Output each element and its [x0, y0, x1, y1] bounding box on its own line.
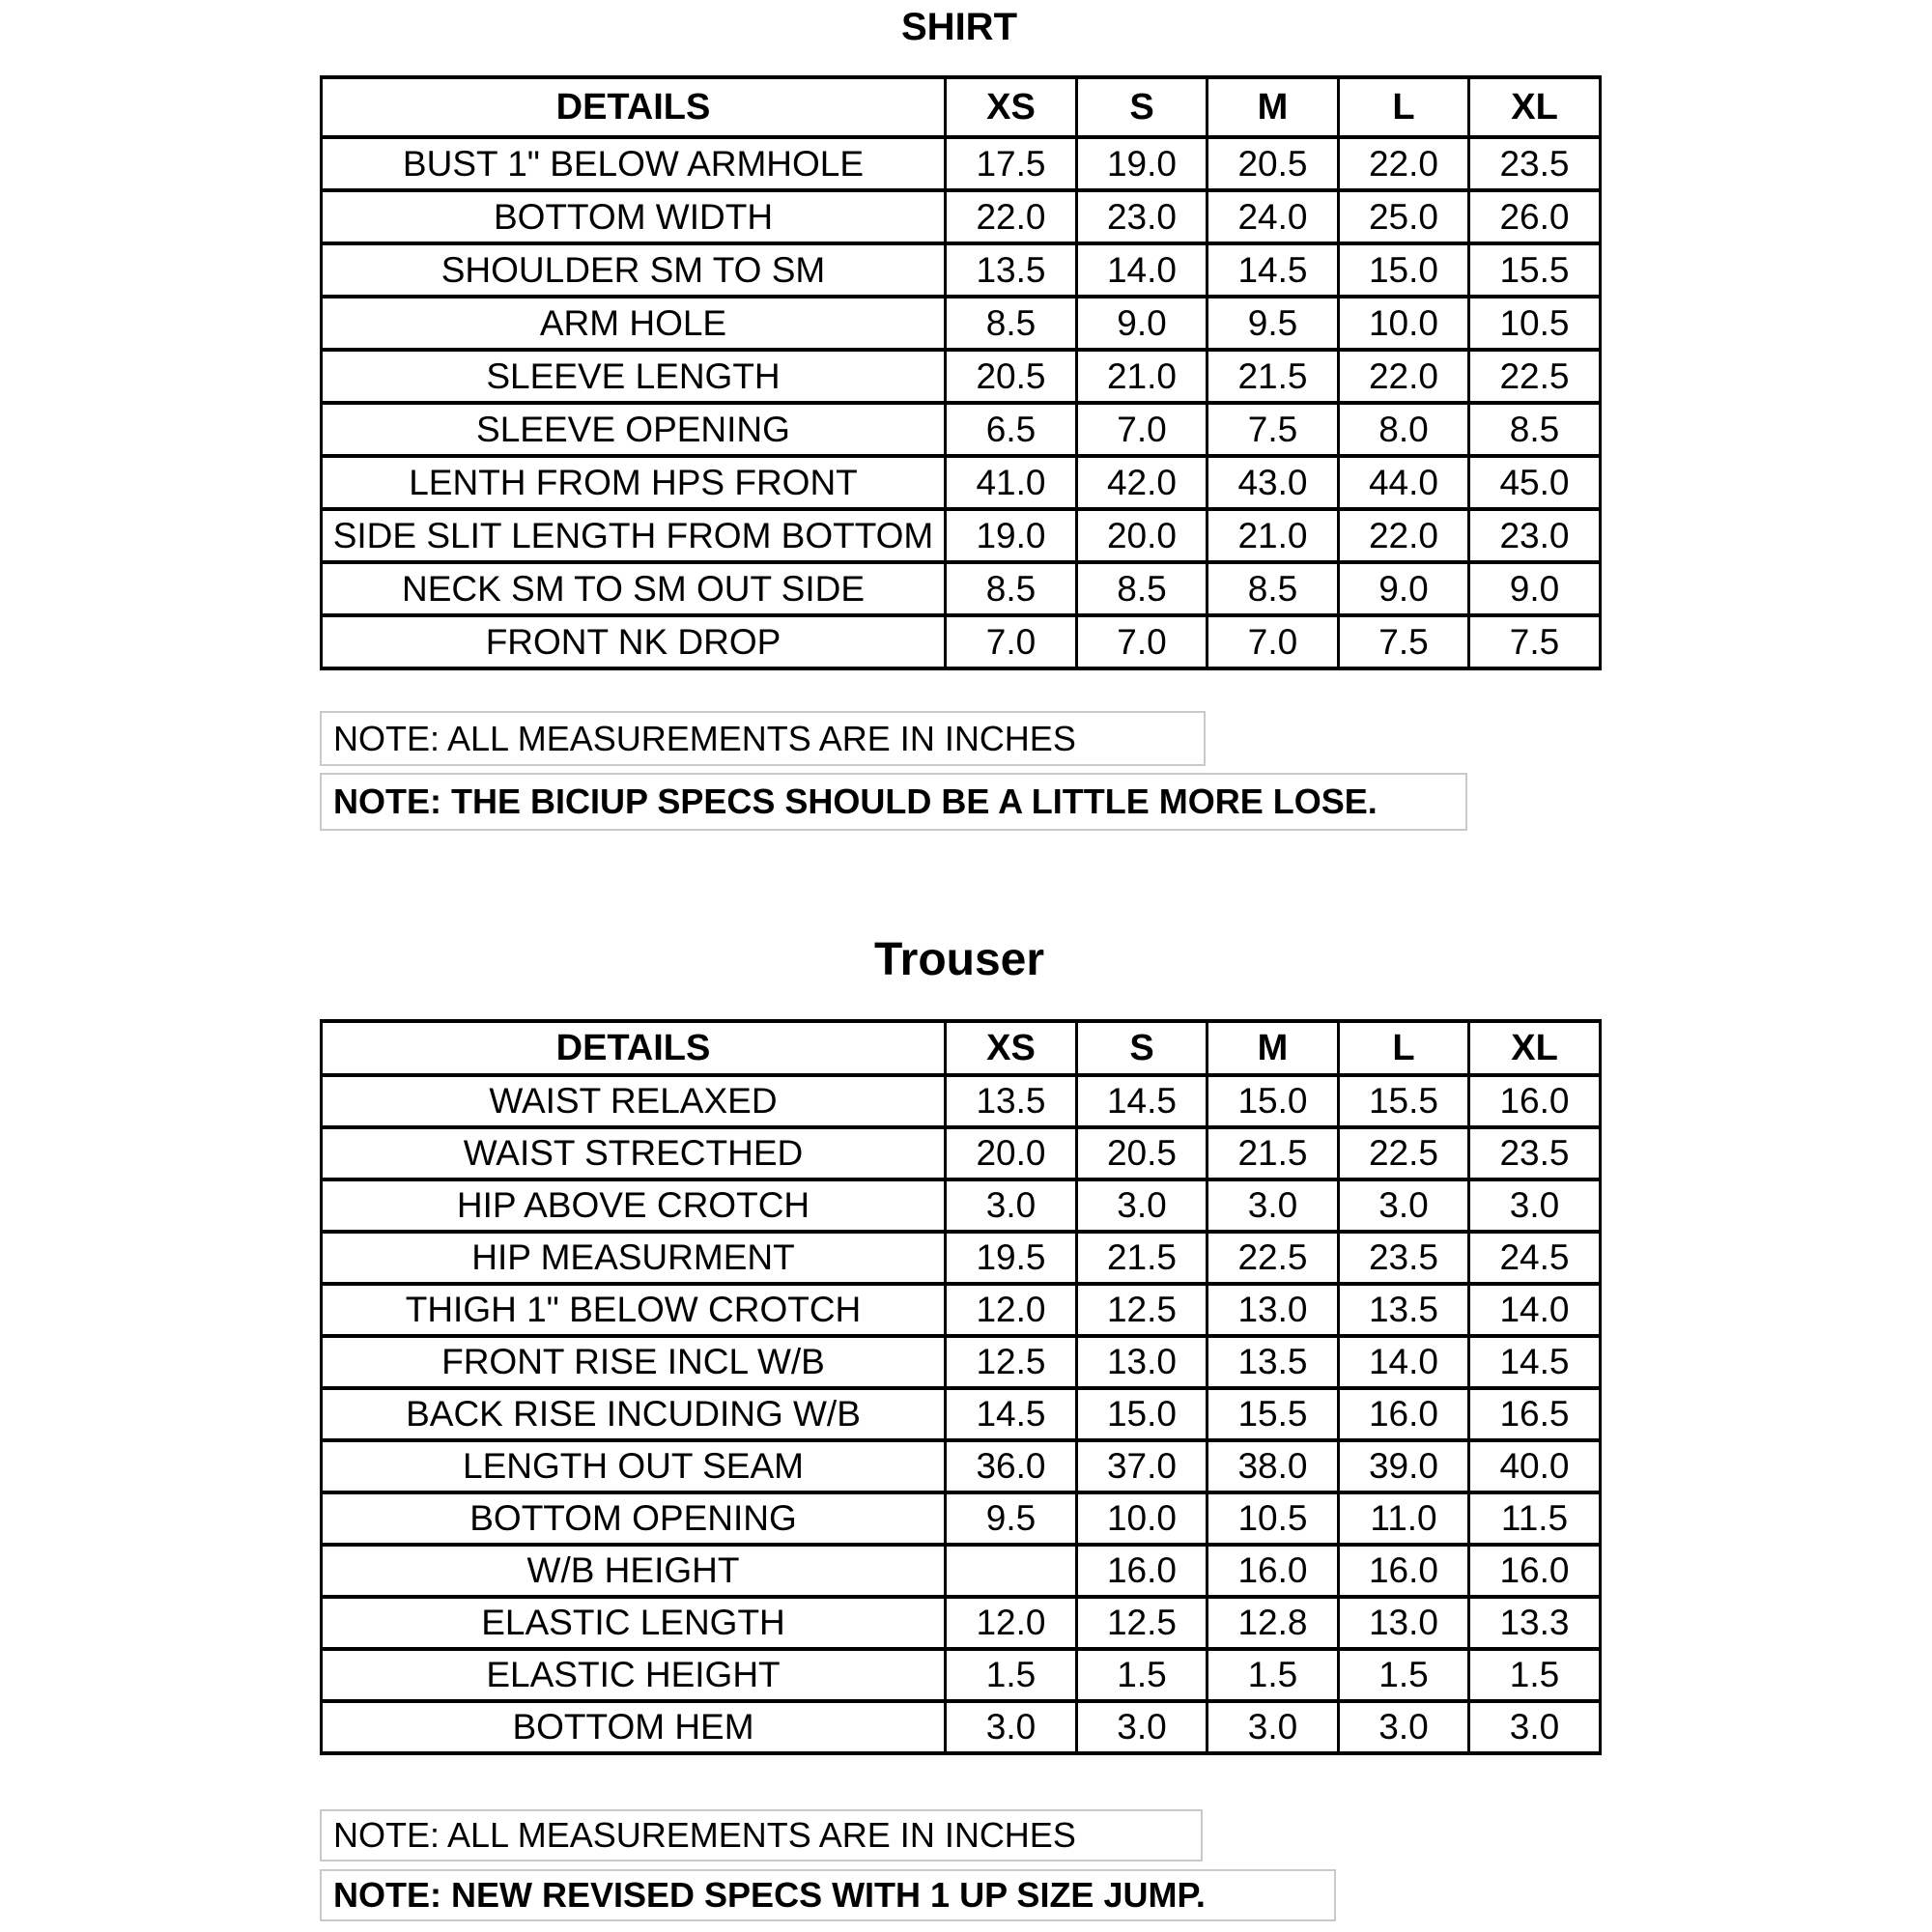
spec-value-cell: 22.0 [1339, 509, 1469, 562]
spec-value-cell: 7.5 [1208, 403, 1339, 456]
spec-value-cell: 20.0 [1077, 509, 1208, 562]
spec-value-cell: 8.5 [946, 562, 1077, 615]
spec-value-cell: 15.5 [1208, 1388, 1339, 1440]
spec-value-cell: 1.5 [1208, 1649, 1339, 1701]
spec-value-cell: 1.5 [1077, 1649, 1208, 1701]
shirt-note-fit-comment: NOTE: THE BICIUP SPECS SHOULD BE A LITTLE MORE LOSE. [320, 773, 1467, 831]
spec-value-cell: 13.0 [1077, 1336, 1208, 1388]
spec-value-cell: 3.0 [1469, 1701, 1601, 1753]
spec-label-cell: FRONT RISE INCL W/B [322, 1336, 946, 1388]
spec-row [322, 456, 1601, 509]
trouser-note-revision-comment: NOTE: NEW REVISED SPECS WITH 1 UP SIZE JUMP. [320, 1869, 1336, 1921]
spec-label-cell: WAIST RELAXED [322, 1075, 946, 1127]
spec-value-cell: 15.0 [1077, 1388, 1208, 1440]
spec-row [322, 1075, 1601, 1127]
spec-value-cell: 21.5 [1208, 1127, 1339, 1179]
trouser-header-row [322, 1021, 1601, 1075]
spec-value-cell: 9.0 [1339, 562, 1469, 615]
shirt-column-header-l: L [1339, 77, 1469, 137]
spec-value-cell: 3.0 [1077, 1701, 1208, 1753]
spec-label-cell: SHOULDER SM TO SM [322, 243, 946, 297]
spec-value-cell: 9.0 [1469, 562, 1601, 615]
spec-value-cell: 3.0 [1339, 1179, 1469, 1232]
spec-value-cell: 14.0 [1339, 1336, 1469, 1388]
spec-value-cell: 12.5 [1077, 1597, 1208, 1649]
spec-row [322, 615, 1601, 668]
spec-value-cell: 10.5 [1208, 1492, 1339, 1545]
spec-value-cell: 10.0 [1339, 297, 1469, 350]
spec-value-cell: 3.0 [1469, 1179, 1601, 1232]
spec-row [322, 137, 1601, 190]
spec-value-cell: 21.0 [1077, 350, 1208, 403]
spec-value-cell: 15.0 [1339, 243, 1469, 297]
spec-value-cell: 12.8 [1208, 1597, 1339, 1649]
spec-value-cell: 10.0 [1077, 1492, 1208, 1545]
spec-label-cell: FRONT NK DROP [322, 615, 946, 668]
spec-value-cell: 40.0 [1469, 1440, 1601, 1492]
spec-value-cell: 44.0 [1339, 456, 1469, 509]
spec-value-cell: 13.5 [946, 243, 1077, 297]
spec-value-cell: 10.5 [1469, 297, 1601, 350]
spec-row [322, 1388, 1601, 1440]
spec-value-cell: 1.5 [946, 1649, 1077, 1701]
spec-row [322, 1649, 1601, 1701]
spec-value-cell: 19.5 [946, 1232, 1077, 1284]
spec-value-cell: 21.0 [1208, 509, 1339, 562]
spec-value-cell: 7.0 [1077, 615, 1208, 668]
spec-value-cell: 16.0 [1469, 1075, 1601, 1127]
spec-label-cell: BOTTOM HEM [322, 1701, 946, 1753]
spec-value-cell: 43.0 [1208, 456, 1339, 509]
trouser-column-header-m: M [1208, 1021, 1339, 1075]
spec-label-cell: BUST 1" BELOW ARMHOLE [322, 137, 946, 190]
spec-value-cell: 3.0 [1339, 1701, 1469, 1753]
spec-label-cell: LENTH FROM HPS FRONT [322, 456, 946, 509]
spec-value-cell: 14.5 [1077, 1075, 1208, 1127]
spec-label-cell: ARM HOLE [322, 297, 946, 350]
spec-value-cell: 22.0 [1339, 137, 1469, 190]
spec-value-cell: 3.0 [1077, 1179, 1208, 1232]
spec-value-cell: 21.5 [1077, 1232, 1208, 1284]
spec-value-cell: 11.5 [1469, 1492, 1601, 1545]
trouser-column-header-details: DETAILS [322, 1021, 946, 1075]
spec-row [322, 1492, 1601, 1545]
spec-value-cell: 8.5 [1469, 403, 1601, 456]
trouser-column-header-xs: XS [946, 1021, 1077, 1075]
spec-row [322, 1232, 1601, 1284]
spec-value-cell: 3.0 [946, 1179, 1077, 1232]
spec-label-cell: HIP MEASURMENT [322, 1232, 946, 1284]
spec-value-cell: 42.0 [1077, 456, 1208, 509]
spec-value-cell: 19.0 [1077, 137, 1208, 190]
trouser-title: Trouser [873, 934, 1045, 985]
spec-value-cell: 13.5 [1339, 1284, 1469, 1336]
spec-value-cell: 7.0 [1077, 403, 1208, 456]
shirt-column-header-xl: XL [1469, 77, 1601, 137]
spec-value-cell: 22.5 [1339, 1127, 1469, 1179]
spec-value-cell: 23.5 [1469, 137, 1601, 190]
spec-value-cell: 9.0 [1077, 297, 1208, 350]
spec-value-cell: 15.5 [1469, 243, 1601, 297]
spec-value-cell: 3.0 [1208, 1701, 1339, 1753]
spec-value-cell: 8.5 [946, 297, 1077, 350]
spec-value-cell: 3.0 [1208, 1179, 1339, 1232]
spec-value-cell: 20.5 [946, 350, 1077, 403]
spec-value-cell: 26.0 [1469, 190, 1601, 243]
spec-value-cell: 22.5 [1469, 350, 1601, 403]
spec-value-cell: 37.0 [1077, 1440, 1208, 1492]
spec-value-cell: 6.5 [946, 403, 1077, 456]
spec-value-cell: 23.0 [1469, 509, 1601, 562]
spec-row [322, 509, 1601, 562]
spec-value-cell: 38.0 [1208, 1440, 1339, 1492]
spec-value-cell: 16.0 [1339, 1388, 1469, 1440]
spec-value-cell: 7.0 [1208, 615, 1339, 668]
shirt-column-header-m: M [1208, 77, 1339, 137]
spec-value-cell [946, 1545, 1077, 1597]
spec-value-cell: 15.5 [1339, 1075, 1469, 1127]
trouser-column-header-l: L [1339, 1021, 1469, 1075]
spec-value-cell: 13.5 [1208, 1336, 1339, 1388]
spec-value-cell: 8.5 [1208, 562, 1339, 615]
shirt-header-row [322, 77, 1601, 137]
spec-row [322, 1284, 1601, 1336]
trouser-column-header-s: S [1077, 1021, 1208, 1075]
spec-row [322, 1127, 1601, 1179]
spec-value-cell: 7.5 [1339, 615, 1469, 668]
spec-value-cell: 45.0 [1469, 456, 1601, 509]
spec-value-cell: 24.0 [1208, 190, 1339, 243]
spec-value-cell: 12.5 [1077, 1284, 1208, 1336]
spec-label-cell: SLEEVE OPENING [322, 403, 946, 456]
spec-value-cell: 1.5 [1469, 1649, 1601, 1701]
spec-value-cell: 36.0 [946, 1440, 1077, 1492]
spec-label-cell: ELASTIC HEIGHT [322, 1649, 946, 1701]
spec-label-cell: SLEEVE LENGTH [322, 350, 946, 403]
spec-value-cell: 7.5 [1469, 615, 1601, 668]
spec-value-cell: 25.0 [1339, 190, 1469, 243]
shirt-note-measurements-units: NOTE: ALL MEASUREMENTS ARE IN INCHES [320, 711, 1206, 766]
spec-value-cell: 20.5 [1077, 1127, 1208, 1179]
spec-value-cell: 19.0 [946, 509, 1077, 562]
spec-value-cell: 17.5 [946, 137, 1077, 190]
spec-value-cell: 12.0 [946, 1284, 1077, 1336]
spec-label-cell: LENGTH OUT SEAM [322, 1440, 946, 1492]
spec-value-cell: 14.5 [1208, 243, 1339, 297]
spec-value-cell: 12.0 [946, 1597, 1077, 1649]
spec-value-cell: 14.0 [1077, 243, 1208, 297]
spec-value-cell: 9.5 [1208, 297, 1339, 350]
shirt-column-header-s: S [1077, 77, 1208, 137]
spec-value-cell: 23.0 [1077, 190, 1208, 243]
spec-value-cell: 21.5 [1208, 350, 1339, 403]
spec-value-cell: 1.5 [1339, 1649, 1469, 1701]
spec-row [322, 1597, 1601, 1649]
spec-value-cell: 22.0 [946, 190, 1077, 243]
spec-label-cell: BOTTOM WIDTH [322, 190, 946, 243]
spec-label-cell: BOTTOM OPENING [322, 1492, 946, 1545]
spec-value-cell: 8.0 [1339, 403, 1469, 456]
spec-label-cell: WAIST STRECTHED [322, 1127, 946, 1179]
spec-value-cell: 13.5 [946, 1075, 1077, 1127]
spec-row [322, 243, 1601, 297]
spec-row [322, 297, 1601, 350]
spec-value-cell: 23.5 [1469, 1127, 1601, 1179]
spec-value-cell: 16.5 [1469, 1388, 1601, 1440]
spec-value-cell: 24.5 [1469, 1232, 1601, 1284]
spec-value-cell: 23.5 [1339, 1232, 1469, 1284]
spec-label-cell: THIGH 1" BELOW CROTCH [322, 1284, 946, 1336]
spec-row [322, 350, 1601, 403]
spec-row [322, 190, 1601, 243]
spec-value-cell: 13.3 [1469, 1597, 1601, 1649]
spec-row [322, 1336, 1601, 1388]
spec-row [322, 1701, 1601, 1753]
shirt-column-header-xs: XS [946, 77, 1077, 137]
spec-value-cell: 20.5 [1208, 137, 1339, 190]
spec-value-cell: 22.5 [1208, 1232, 1339, 1284]
spec-label-cell: BACK RISE INCUDING W/B [322, 1388, 946, 1440]
trouser-column-header-xl: XL [1469, 1021, 1601, 1075]
spec-row [322, 1179, 1601, 1232]
spec-value-cell: 16.0 [1077, 1545, 1208, 1597]
spec-value-cell: 12.5 [946, 1336, 1077, 1388]
spec-value-cell: 13.0 [1208, 1284, 1339, 1336]
spec-value-cell: 39.0 [1339, 1440, 1469, 1492]
spec-value-cell: 15.0 [1208, 1075, 1339, 1127]
spec-value-cell: 16.0 [1339, 1545, 1469, 1597]
shirt-column-header-details: DETAILS [322, 77, 946, 137]
spec-label-cell: W/B HEIGHT [322, 1545, 946, 1597]
spec-value-cell: 3.0 [946, 1701, 1077, 1753]
spec-value-cell: 14.5 [1469, 1336, 1601, 1388]
spec-value-cell: 16.0 [1208, 1545, 1339, 1597]
spec-value-cell: 22.0 [1339, 350, 1469, 403]
shirt-title: SHIRT [901, 6, 1017, 48]
spec-value-cell: 14.0 [1469, 1284, 1601, 1336]
spec-value-cell: 8.5 [1077, 562, 1208, 615]
spec-label-cell: ELASTIC LENGTH [322, 1597, 946, 1649]
spec-value-cell: 7.0 [946, 615, 1077, 668]
spec-row [322, 403, 1601, 456]
spec-value-cell: 41.0 [946, 456, 1077, 509]
spec-label-cell: HIP ABOVE CROTCH [322, 1179, 946, 1232]
spec-value-cell: 13.0 [1339, 1597, 1469, 1649]
shirt-size-table [320, 75, 1602, 670]
trouser-note-measurements-units: NOTE: ALL MEASUREMENTS ARE IN INCHES [320, 1809, 1203, 1861]
spec-value-cell: 9.5 [946, 1492, 1077, 1545]
spec-value-cell: 14.5 [946, 1388, 1077, 1440]
spec-value-cell: 16.0 [1469, 1545, 1601, 1597]
trouser-size-table [320, 1019, 1602, 1755]
spec-label-cell: SIDE SLIT LENGTH FROM BOTTOM [322, 509, 946, 562]
spec-value-cell: 20.0 [946, 1127, 1077, 1179]
spec-row [322, 1440, 1601, 1492]
spec-row [322, 562, 1601, 615]
spec-row [322, 1545, 1601, 1597]
spec-label-cell: NECK SM TO SM OUT SIDE [322, 562, 946, 615]
spec-value-cell: 11.0 [1339, 1492, 1469, 1545]
